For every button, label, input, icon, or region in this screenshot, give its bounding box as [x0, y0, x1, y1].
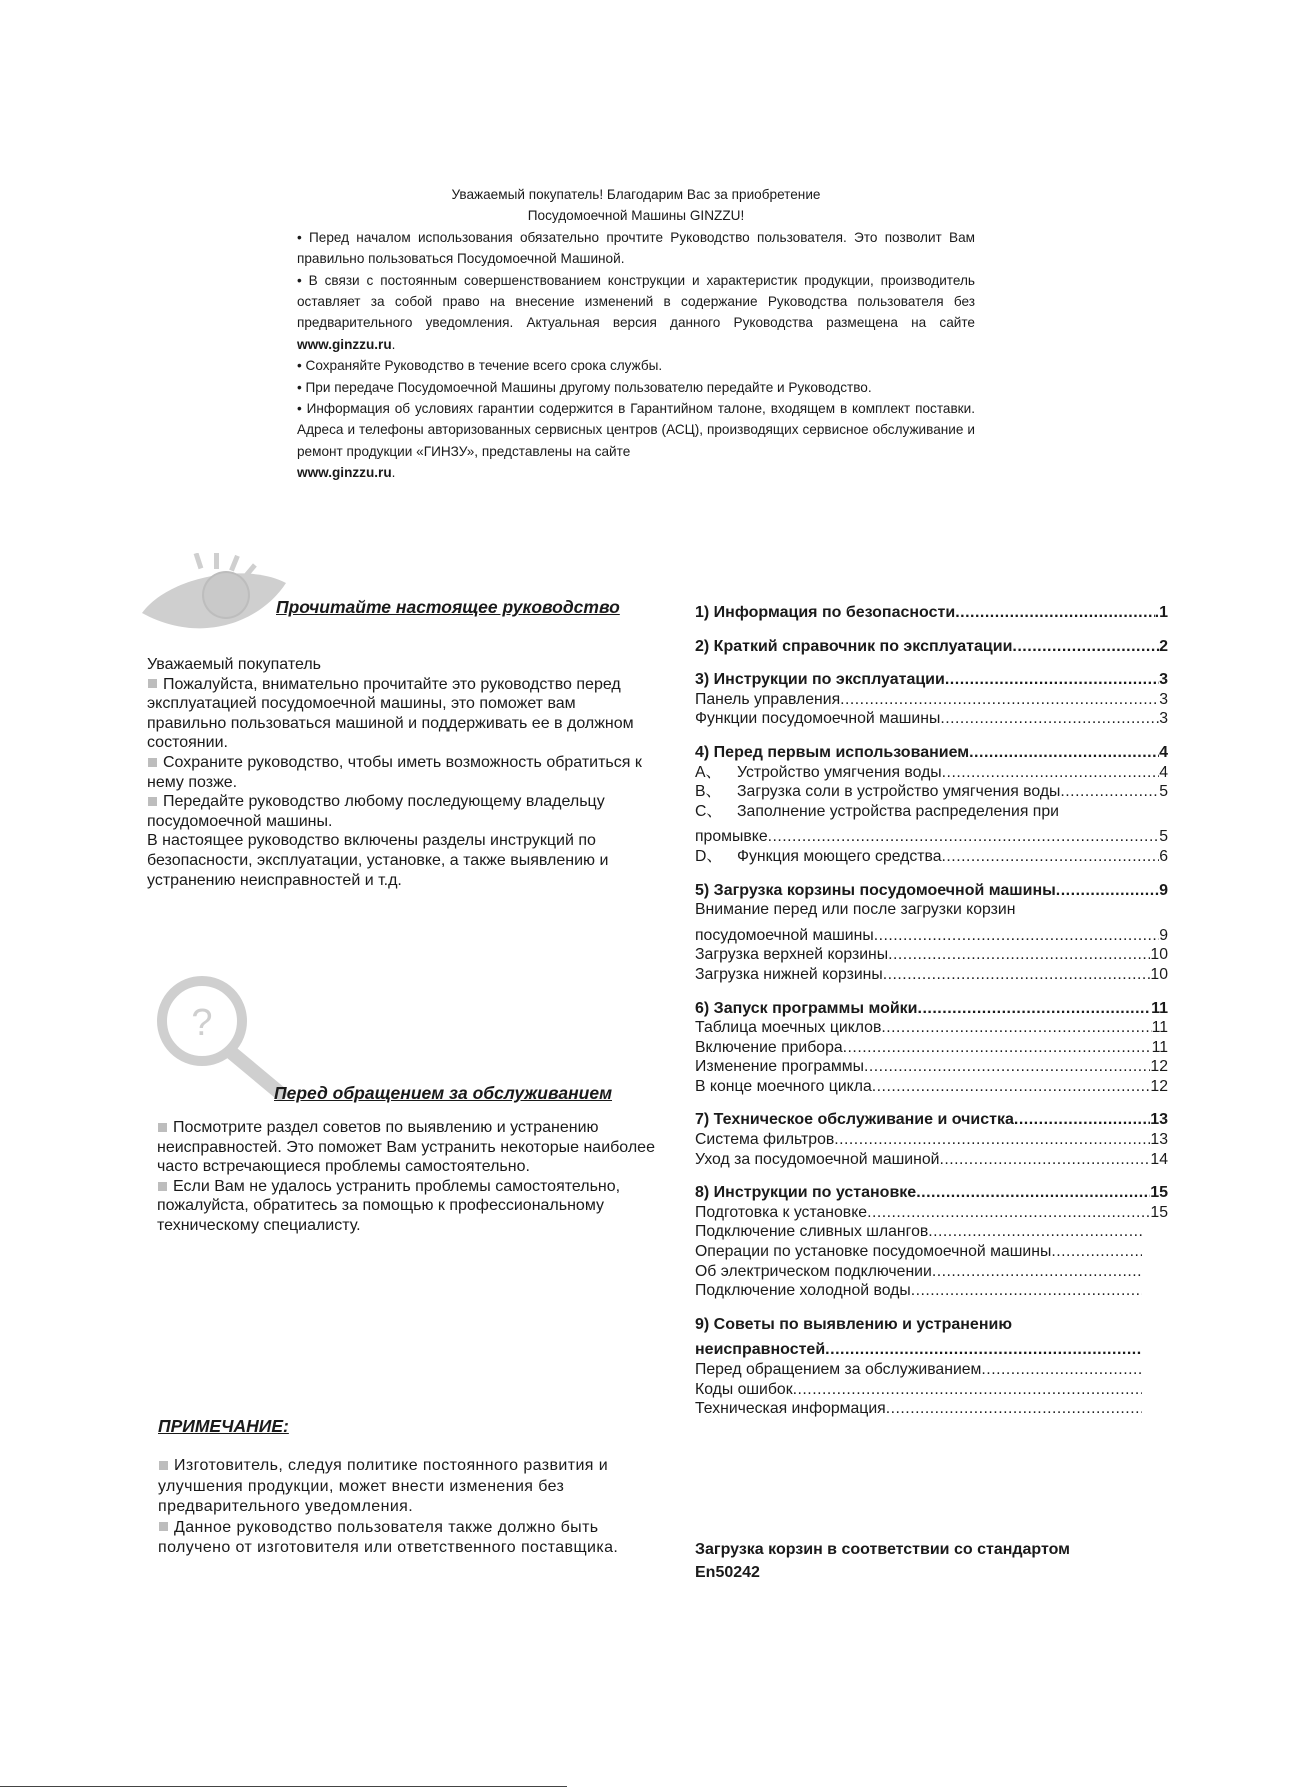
toc-heading-line: 9) Советы по выявлению и устранению	[695, 1315, 1012, 1333]
toc-item[interactable]: Уход за посудомоечной машиной ..... 14	[695, 1150, 1168, 1170]
toc-item[interactable]: Включение прибора ..... 11	[695, 1038, 1168, 1058]
read-section-body: Уважаемый покупатель Пожалуйста, внимательно прочитайте это руководство перед эксплуатацией посудомоечной машины, это поможет вам правильно пользоваться машиной и поддерживать ее в должном состоянии. Сохраните руководство, чтобы иметь возможность обратиться к нему позже. Передайте руководство любому последующему владельцу посудомоечной машины. В настоящее руководство включены разделы инструкций по безопасности, эксплуатации, установке, а также выявлению и устранению неисправностей и т.д.	[147, 656, 642, 889]
square-bullet-icon	[148, 797, 157, 806]
toc-item[interactable]: Изменение программы ..... 12	[695, 1057, 1168, 1077]
intro-paragraph: • Информация об условиях гарантии содержится в Гарантийном талоне, входящем в комплект поставки. Адреса и телефоны авторизованных сервисных центров (АСЦ), производящих сервисное обслуживание и ремонт продукции «ГИНЗУ», представлены на сайте www.ginzzu.ru.	[297, 401, 975, 481]
toc-heading[interactable]: 6) Запуск программы мойки ..... 11	[695, 999, 1168, 1019]
toc-item[interactable]: В конце моечного цикла ..... 12	[695, 1077, 1168, 1097]
toc-heading[interactable]: 8) Инструкции по установке ..... 15	[695, 1183, 1168, 1203]
toc-section	[695, 637, 1168, 657]
toc-section	[695, 1183, 1168, 1301]
toc-heading[interactable]: 2) Краткий справочник по эксплуатации ..... 2	[695, 637, 1168, 657]
site-link[interactable]: www.ginzzu.ru	[297, 336, 392, 352]
intro-paragraph: • В связи с постоянным совершенствованием конструкции и характеристик продукции, производитель оставляет за собой право на внесение изменений в содержание Руководства пользователя без предварительного уведомления. Актуальная версия данного Руководства размещена на сайте www.ginzzu.ru.	[297, 272, 975, 352]
section-title-read: Прочитайте настоящее руководство	[276, 597, 620, 617]
intro-greeting-line2: Посудомоечной Машины GINZZU!	[527, 208, 745, 224]
table-of-contents	[695, 603, 1168, 1433]
toc-item[interactable]: Перед обращением за обслуживанием .....	[695, 1360, 1142, 1380]
toc-item[interactable]: Таблица моечных циклов ..... 11	[695, 1018, 1168, 1038]
intro-block	[297, 184, 975, 484]
toc-section	[695, 743, 1168, 867]
toc-heading[interactable]: 3) Инструкции по эксплуатации ..... 3	[695, 670, 1168, 690]
section-title-service: Перед обращением за обслуживанием	[274, 1083, 613, 1103]
square-bullet-icon	[159, 1461, 168, 1470]
toc-item[interactable]: промывке ..... 5	[695, 827, 1168, 847]
intro-paragraph: • Сохраняйте Руководство в течение всего срока службы.	[297, 358, 663, 374]
square-bullet-icon	[148, 679, 157, 688]
intro-paragraph: • При передаче Посудомоечной Машины другому пользователю передайте и Руководство.	[297, 379, 872, 395]
site-link[interactable]: www.ginzzu.ru	[297, 465, 392, 481]
magnifier-question-icon	[154, 973, 289, 1101]
square-bullet-icon	[158, 1182, 167, 1191]
service-section-body: Посмотрите раздел советов по выявлению и устранению неисправностей. Это поможет Вам устранить некоторые наиболее часто встречающиеся проблемы самостоятельно. Если Вам не удалось устранить проблемы самостоятельно, пожалуйста, обратитесь за помощью к профессиональному техническому специалисту.	[157, 1119, 655, 1234]
toc-heading[interactable]: неисправностей .....	[695, 1340, 1142, 1360]
square-bullet-icon	[159, 1522, 168, 1531]
toc-item[interactable]: Об электрическом подключении .....	[695, 1262, 1142, 1282]
toc-item[interactable]: Коды ошибок .....	[695, 1380, 1142, 1400]
svg-text:?: ?	[191, 1002, 213, 1044]
toc-item[interactable]: Система фильтров ..... 13	[695, 1130, 1168, 1150]
section-title-note: ПРИМЕЧАНИЕ:	[158, 1416, 289, 1436]
toc-section	[695, 1315, 1168, 1419]
toc-item[interactable]: Операции по установке посудомоечной машины .....	[695, 1242, 1142, 1262]
toc-item[interactable]: Загрузка верхней корзины ..... 10	[695, 945, 1168, 965]
toc-item[interactable]: Техническая информация .....	[695, 1399, 1142, 1419]
square-bullet-icon	[158, 1123, 167, 1132]
toc-heading[interactable]: 5) Загрузка корзины посудомоечной машины ..... 9	[695, 881, 1168, 901]
toc-heading[interactable]: 4) Перед первым использованием ..... 4	[695, 743, 1168, 763]
intro-greeting-line1: Уважаемый покупатель! Благодарим Вас за приобретение	[451, 187, 821, 202]
toc-item[interactable]: Панель управления ..... 3	[695, 690, 1168, 710]
intro-paragraph: • Перед началом использования обязательно прочтите Руководство пользователя. Это позволит Вам правильно пользоваться Посудомоечной Машиной.	[297, 229, 975, 267]
toc-item[interactable]: посудомоечной машины ..... 9	[695, 926, 1168, 946]
standard-note-line2: En50242	[695, 1564, 760, 1581]
toc-section	[695, 999, 1168, 1097]
footer-divider	[0, 1786, 567, 1787]
toc-item-line: C、 Заполнение устройства распределения при	[695, 802, 1059, 820]
standard-note-line1: Загрузка корзин в соответствии со стандартом	[695, 1541, 1071, 1558]
toc-item[interactable]: B、 Загрузка соли в устройство умягчения воды ..... 5	[695, 782, 1168, 802]
standard-note	[695, 1538, 1070, 1584]
toc-item[interactable]: Функции посудомоечной машины ..... 3	[695, 709, 1168, 729]
toc-item-line: Внимание перед или после загрузки корзин	[695, 901, 1016, 919]
toc-item[interactable]: Подключение холодной воды .....	[695, 1281, 1142, 1301]
toc-section	[695, 603, 1168, 623]
toc-section	[695, 881, 1168, 985]
toc-section	[695, 1110, 1168, 1169]
note-section-body: Изготовитель, следуя политике постоянного развития и улучшения продукции, может внести изменения без предварительного уведомления. Данное руководство пользователя также должно быть получено от изготовителя или ответственного поставщика.	[158, 1457, 619, 1556]
toc-section	[695, 670, 1168, 729]
toc-item[interactable]: A、 Устройство умягчения воды ..... 4	[695, 763, 1168, 783]
toc-item[interactable]: D、 Функция моющего средства ..... 6	[695, 847, 1168, 867]
square-bullet-icon	[148, 758, 157, 767]
toc-heading[interactable]: 1) Информация по безопасности ..... .1	[695, 603, 1168, 623]
toc-item[interactable]: Подготовка к установке ..... 15	[695, 1203, 1168, 1223]
toc-item[interactable]: Подключение сливных шлангов .....	[695, 1222, 1142, 1242]
eye-icon	[140, 553, 290, 641]
toc-item[interactable]: Загрузка нижней корзины ..... 10	[695, 965, 1168, 985]
toc-heading[interactable]: 7) Техническое обслуживание и очистка ..... 13	[695, 1110, 1168, 1130]
